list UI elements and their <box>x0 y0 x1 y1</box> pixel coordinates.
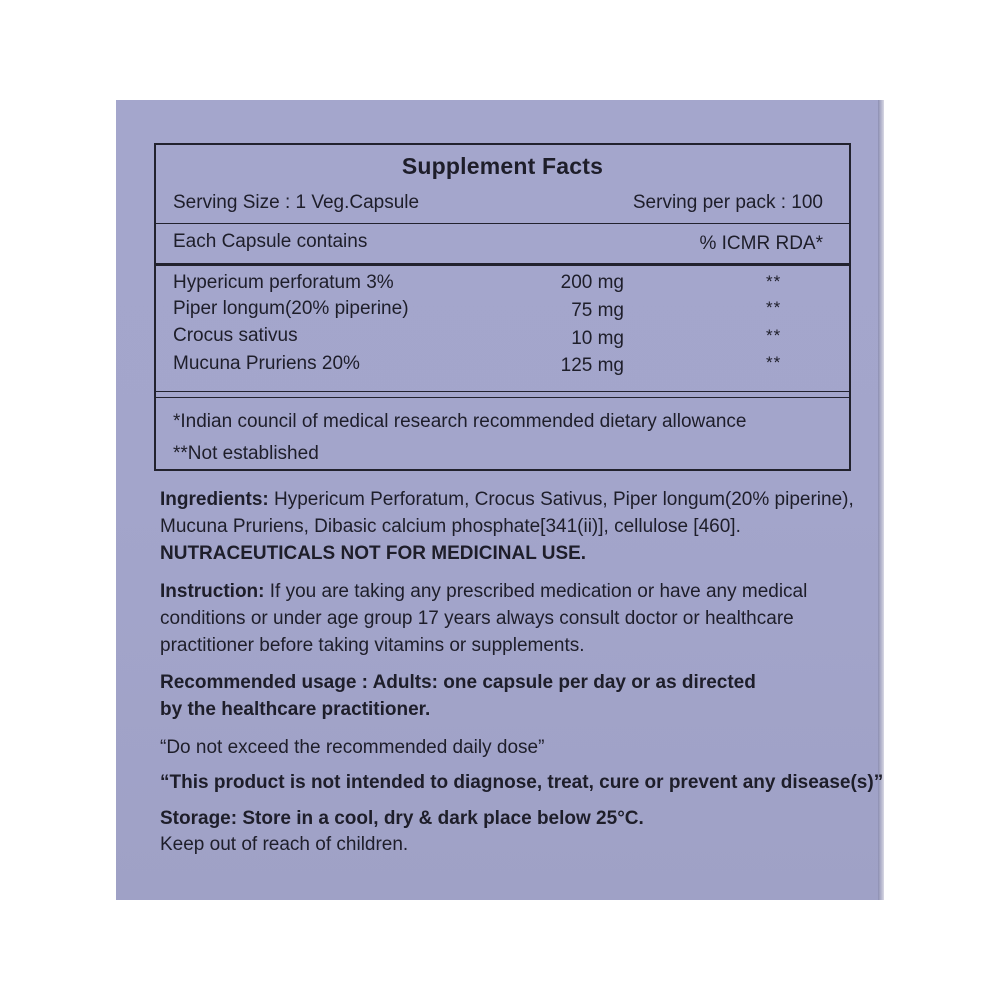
dose-warning: “Do not exceed the recommended daily dose” <box>160 737 545 758</box>
instruction-line <box>160 579 807 606</box>
disclaimer: “This product is not intended to diagnose, treat, cure or prevent any disease(s)” <box>160 772 884 793</box>
divider <box>156 391 849 392</box>
nutraceutical-notice: NUTRACEUTICALS NOT FOR MEDICINAL USE. <box>160 543 587 564</box>
storage-line: Storage: Store in a cool, dry & dark place below 25°C. <box>160 808 644 829</box>
divider <box>156 397 849 398</box>
keep-away-line: Keep out of reach of children. <box>160 834 409 855</box>
footnote-not-established: **Not established <box>173 443 319 464</box>
ingredient-amount: 125 mg <box>560 355 624 376</box>
ingredients-label: Ingredients: <box>160 489 269 510</box>
facts-title: Supplement Facts <box>401 153 604 179</box>
ingredient-rda: ** <box>766 326 782 345</box>
serving-per-pack: Serving per pack : 100 <box>632 192 823 213</box>
ingredient-rda: ** <box>766 298 782 317</box>
supplement-facts-box <box>154 143 851 471</box>
rda-header: % ICMR RDA* <box>699 233 823 254</box>
serving-size: Serving Size : 1 Veg.Capsule <box>173 192 420 213</box>
ingredient-rda: ** <box>766 353 782 372</box>
ingredient-name: Piper longum(20% piperine) <box>173 298 409 319</box>
instruction-text: If you are taking any prescribed medication or have any medical <box>264 581 808 602</box>
ingredients-text: Hypericum Perforatum, Crocus Sativus, Piper longum(20% piperine), <box>268 489 854 510</box>
instruction-label: Instruction: <box>160 581 265 602</box>
ingredient-rda: ** <box>766 272 782 291</box>
ingredient-name: Crocus sativus <box>173 325 298 346</box>
ingredient-name: Hypericum perforatum 3% <box>173 272 394 293</box>
ingredient-amount: 75 mg <box>571 300 624 321</box>
divider <box>156 223 849 224</box>
divider-thick <box>156 263 849 266</box>
ingredient-amount: 200 mg <box>560 272 624 293</box>
usage-line-2: by the healthcare practitioner. <box>160 699 431 720</box>
usage-line: Recommended usage : Adults: one capsule per day or as directed <box>160 672 756 693</box>
ingredients-line <box>160 487 854 514</box>
ingredient-name: Mucuna Pruriens 20% <box>173 353 360 374</box>
each-capsule-label: Each Capsule contains <box>173 231 368 252</box>
ingredients-line-2: Mucuna Pruriens, Dibasic calcium phosphate[341(ii)], cellulose [460]. <box>160 516 741 537</box>
instruction-line-3: practitioner before taking vitamins or supplements. <box>160 635 585 656</box>
ingredient-amount: 10 mg <box>571 328 624 349</box>
footnote-rda: *Indian council of medical research recommended dietary allowance <box>173 411 747 432</box>
instruction-line-2: conditions or under age group 17 years always consult doctor or healthcare <box>160 608 794 629</box>
